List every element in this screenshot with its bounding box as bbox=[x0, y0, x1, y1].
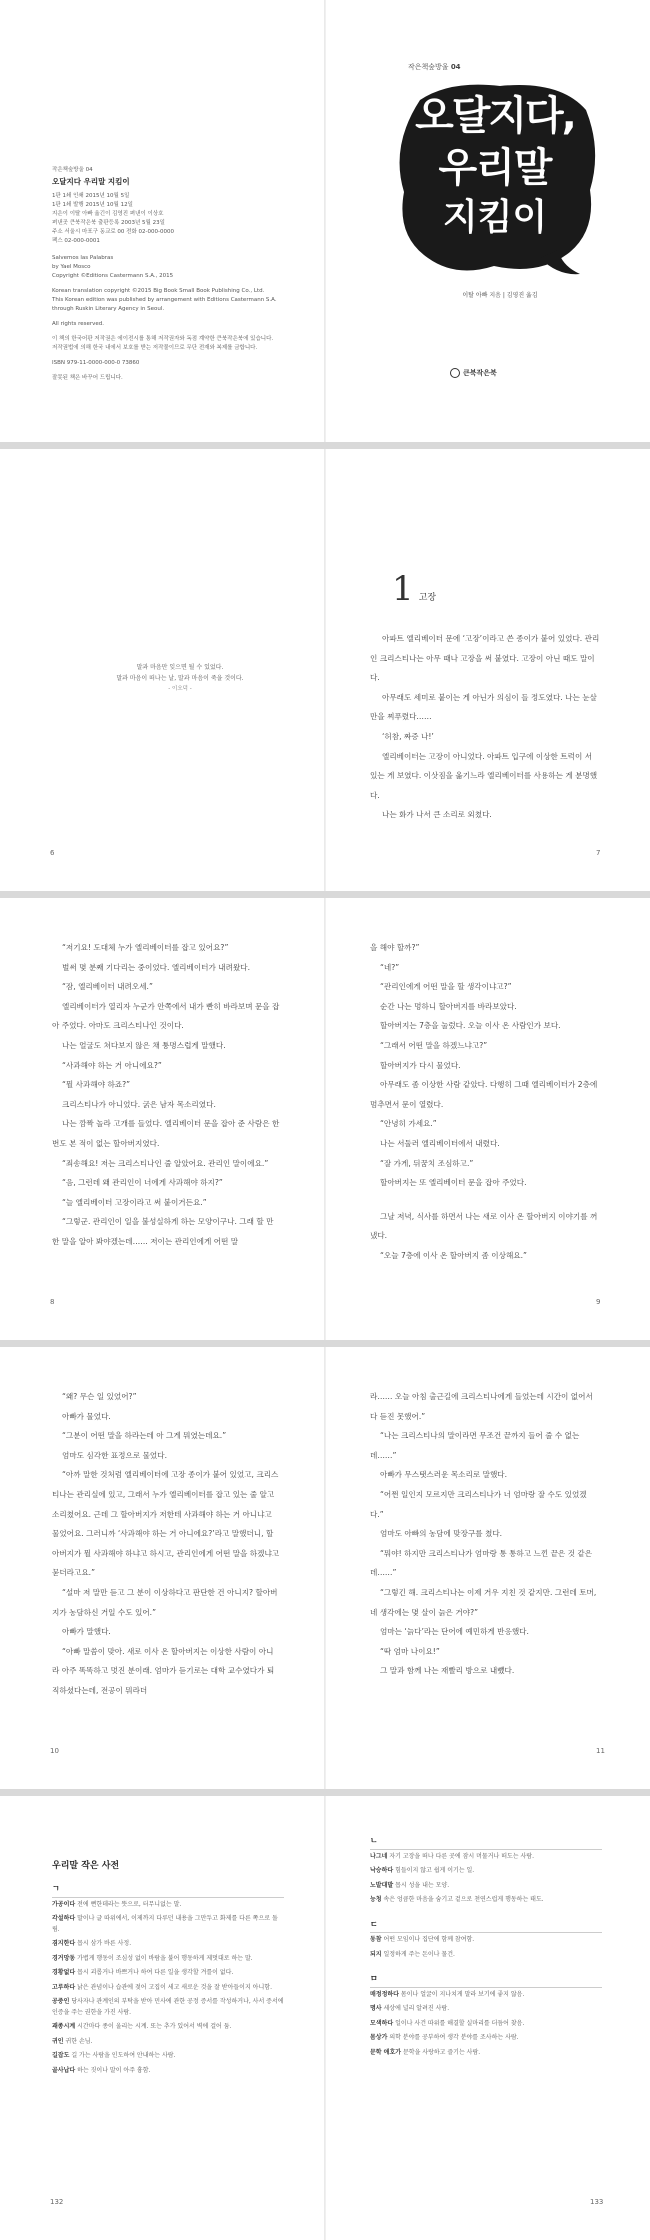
spread-pages-8-9 bbox=[0, 898, 650, 1340]
dictionary-entry bbox=[52, 2022, 284, 2033]
paragraph: 그날 저녁, 식사를 하면서 나는 새로 이사 온 할아버지 이야기를 꺼냈다. bbox=[370, 1211, 598, 1241]
dictionary-entry bbox=[370, 1895, 602, 1906]
paragraph: “왜? 무슨 일 있었어?” bbox=[62, 1392, 137, 1401]
paragraph: 엘리베이터가 열리자 누군가 안쪽에서 내가 빤히 바라보며 문을 잡아 주었다. 아마도 크리스티나인 것이다. bbox=[52, 1001, 280, 1031]
epigraph bbox=[90, 662, 270, 695]
paragraph: “아빠 말씀이 맞아. 새로 이사 온 할아버지는 이상한 사람이 아니라 아주 똑똑하고 멋진 분이래. 엄마가 듣기로는 대학 교수였다가 퇴직하셨다는데, 전공이 뭐라더 bbox=[52, 1646, 275, 1695]
entry-definition: 자기 고장을 떠나 다른 곳에 잠시 머물거나 떠도는 사람. bbox=[389, 1852, 534, 1860]
gutter bbox=[324, 898, 326, 1340]
gutter bbox=[324, 1347, 326, 1789]
paragraph: “그래서 어떤 말을 하겠느냐고?” bbox=[380, 1040, 488, 1050]
spread-pages-6-7 bbox=[0, 449, 650, 891]
copyright-line: 팩스 02-000-0001 bbox=[52, 238, 100, 244]
dictionary-left-column bbox=[52, 1884, 284, 2080]
paragraph: 엘리베이터는 고장이 아니었다. 아파트 입구에 이상한 트럭이 서 있는 게 보였다. 이삿짐을 옮기느라 엘리베이터를 사용하는 게 분명했다. bbox=[370, 751, 598, 800]
dictionary-entry bbox=[52, 1954, 284, 1965]
korean-copyright: through Ruskin Literary Agency in Seoul. bbox=[52, 306, 165, 312]
paragraph: “아까 말한 것처럼 엘리베이터에 고장 종이가 붙어 있었고, 크리스티나는 관리실에 있고, 그래서 누가 엘리베이터를 잡고 있는 줄 알고 소리쳤어요. 근데 그 할아버지가 저한테 사과해야 하는 거 아니냐고 물었어요. 그러니까 ‘사과해야 하는 거 아니에요?’라고 말했더니, 할아버지가 뭘 사과해야 하냐고 하시고, 관리인에게 어떤 말을 하겠냐고 묻더라고요.” bbox=[52, 1470, 280, 1578]
chapter-heading bbox=[392, 569, 436, 609]
paragraph: 아무래도 좀 이상한 사람 같았다. 다행히 그때 엘리베이터가 2층에 멈추면서 문이 열렸다. bbox=[370, 1080, 598, 1109]
series-name: 작은책숲방울 bbox=[408, 63, 449, 71]
publisher-name: 큰북작은북 bbox=[463, 369, 497, 377]
paragraph: “관리인에게 어떤 말을 할 생각이냐고?” bbox=[380, 982, 512, 992]
entry-term: 겸지한다 bbox=[52, 1940, 76, 1947]
paragraph: “안녕히 가세요.” bbox=[380, 1119, 437, 1129]
paragraph: “어쩐 일인지 모르지만 크리스티나가 너 엄마랑 잘 수도 있었겠다.” bbox=[370, 1489, 587, 1519]
paragraph: 아파트 엘리베이터 문에 ‘고장’이라고 쓴 종이가 붙어 있었다. 관리인 크리스티나는 아무 때나 고장을 써 붙였다. 고장이 아닌 때도 말이다. bbox=[370, 634, 600, 683]
paragraph: 할아버지는 또 엘리베이터 문을 잡아 주었다. bbox=[380, 1178, 527, 1188]
entry-definition: 문학을 사랑하고 즐기는 사람. bbox=[403, 2048, 481, 2056]
copyright-title: 오달지다 우리말 지킴이 bbox=[52, 177, 130, 186]
spread-copyright-cover bbox=[0, 0, 650, 442]
page-number: 8 bbox=[50, 1298, 55, 1306]
original-copyright: Copyright ©Editions Castermann S.A., 2015 bbox=[52, 273, 174, 279]
dictionary-entry bbox=[52, 2051, 284, 2062]
chapter-body bbox=[370, 629, 600, 825]
dictionary-entry bbox=[52, 1914, 284, 1935]
paragraph: “늘 엘리베이터 고장이라고 써 붙이거든요.” bbox=[62, 1197, 207, 1207]
gutter bbox=[324, 1796, 326, 2240]
paragraph: 나는 얼굴도 쳐다보지 않은 채 퉁명스럽게 말했다. bbox=[62, 1040, 226, 1050]
paragraph: “뭘 사과해야 하죠?” bbox=[62, 1080, 131, 1090]
dictionary-entry bbox=[52, 1900, 284, 1911]
dictionary-entry bbox=[52, 1968, 284, 1979]
page-number: 133 bbox=[590, 2198, 604, 2206]
paragraph: “음, 그런데 왜 관리인이 너에게 사과해야 하지?” bbox=[62, 1178, 223, 1188]
dictionary-heading: ㅁ bbox=[370, 1974, 602, 1988]
dictionary-entry bbox=[370, 1852, 602, 1863]
copyright-line: 1판 1쇄 발행 2015년 10월 12일 bbox=[52, 202, 133, 208]
paragraph: 라…… 오늘 아침 출근길에 크리스티나에게 들었는데 시간이 없어서 다 듣진 못했어.” bbox=[370, 1392, 593, 1421]
epigraph-line: 말과 마음이 떠나는 날, 말과 마음이 죽을 것이다. bbox=[116, 675, 244, 682]
dictionary-heading: ㄴ bbox=[370, 1836, 602, 1850]
copyright-line: 펴낸곳 큰북작은북 출판등록 2003년 5월 23일 bbox=[52, 220, 165, 226]
entry-term: 명사 bbox=[370, 2005, 382, 2012]
entry-term: 경황없다 bbox=[52, 1969, 76, 1976]
entry-definition: 의학 분야를 공부하여 생각 분야를 조사하는 사람. bbox=[389, 2034, 519, 2041]
dictionary-entry bbox=[370, 1935, 602, 1946]
paragraph: “나는 크리스티나의 말이라면 무조건 끝까지 들어 줄 수 없는데……” bbox=[370, 1431, 580, 1460]
entry-definition: 낡은 관념이나 습관에 젖어 고집이 세고 새로운 것을 잘 받아들이지 아니함. bbox=[77, 1983, 272, 1991]
page-number: 11 bbox=[596, 1747, 605, 1755]
paragraph: “딱 엄마 나이요!” bbox=[380, 1646, 440, 1656]
page-number: 7 bbox=[596, 849, 601, 857]
paragraph: “잠, 엘리베이터 내려오세.” bbox=[62, 982, 153, 992]
paragraph: 아무래도 세미로 붙이는 게 아닌가 의심이 들 정도였다. 나는 눈살만을 찌푸렸다…… bbox=[370, 692, 597, 722]
entry-definition: 길 가는 사람을 인도하여 안내하는 사람. bbox=[71, 2052, 176, 2059]
paragraph: 아빠가 말했다. bbox=[62, 1627, 111, 1637]
gutter bbox=[324, 449, 326, 891]
entry-definition: 몸이나 얼굴이 지나치게 말라 보기에 좋지 않음. bbox=[400, 1990, 525, 1998]
paragraph: 아빠가 무스탯스러운 목소리로 말했다. bbox=[380, 1470, 508, 1480]
publisher-logo bbox=[450, 368, 497, 378]
dictionary-entry bbox=[52, 2037, 284, 2048]
entry-term: 고루하다 bbox=[52, 1983, 76, 1991]
copyright-page bbox=[52, 166, 292, 383]
isbn: ISBN 979-11-0000-000-0 73860 bbox=[52, 360, 140, 366]
entry-term: 각설하다 bbox=[52, 1915, 76, 1922]
page-10-body bbox=[52, 1387, 280, 1701]
notice: 저작권법에 의해 한국 내에서 보호를 받는 저작물이므로 무단 전재와 복제를 금합니다. bbox=[52, 345, 258, 351]
entry-term: 귀인 bbox=[52, 2037, 64, 2045]
page-9-body bbox=[370, 938, 598, 1266]
paragraph: 할아버지가 다시 물었다. bbox=[380, 1060, 461, 1070]
copyright-line: 주소 서울시 마포구 동교로 00 전화 02-000-0000 bbox=[52, 229, 175, 235]
paragraph: “오늘 7층에 이사 온 할아버지 좀 이상해요.” bbox=[380, 1250, 527, 1260]
entry-definition: 힘들이지 않고 쉽게 이기는 일. bbox=[395, 1867, 475, 1874]
entry-term: 되지 bbox=[370, 1950, 382, 1958]
paragraph: 아빠가 물었다. bbox=[62, 1411, 111, 1421]
spread-dictionary bbox=[0, 1796, 650, 2240]
entry-definition: 일이나 사건 따위를 해결할 실마리를 더듬어 찾음. bbox=[395, 2019, 525, 2027]
cover-title-line2: 우리말 bbox=[438, 145, 552, 191]
dictionary-heading: ㄷ bbox=[370, 1920, 602, 1934]
dictionary-entry bbox=[370, 1950, 602, 1961]
cover-credit: 이탈 아빠 지음 | 김영진 옮김 bbox=[462, 292, 538, 299]
chapter-number: 1 bbox=[392, 569, 414, 609]
entry-term: 문학 애호가 bbox=[370, 2048, 402, 2056]
paragraph: 크리스티나가 아니었다. 굵은 남자 목소리였다. bbox=[62, 1099, 216, 1109]
paragraph: “잘 가게, 뒤꿈치 조심하고.” bbox=[380, 1158, 474, 1168]
paragraph: 엄마는 ‘늙다’라는 단어에 예민하게 반응했다. bbox=[380, 1627, 529, 1637]
cover-title-line3: 지킴이 bbox=[442, 197, 548, 238]
entry-term: 괘종시계 bbox=[52, 2023, 76, 2030]
page-number: 10 bbox=[50, 1747, 59, 1755]
entry-term: 공중인 bbox=[52, 1998, 70, 2005]
paragraph: “뭐야! 하지만 크리스티나가 엄마랑 통 통하고 느낀 끝은 것 같은데……” bbox=[370, 1548, 593, 1578]
paragraph: “사과해야 하는 거 아니에요?” bbox=[62, 1060, 162, 1070]
paragraph: 벌써 몇 분째 기다리는 중이었다. 엘리베이터가 내려왔다. bbox=[62, 962, 251, 972]
entry-definition: 속은 엉큼한 마음을 숨기고 겉으로 천연스럽게 행동하는 태도. bbox=[383, 1896, 544, 1903]
entry-definition: 시간마다 종이 울리는 시계. 또는 추가 있어서 벽에 걸어 둠. bbox=[77, 2023, 232, 2030]
entry-definition: 말이나 글 따위에서, 이제까지 다루던 내용을 그만두고 화제를 다른 쪽으로 돌림. bbox=[52, 1915, 278, 1933]
spread-pages-10-11 bbox=[0, 1347, 650, 1789]
paragraph: “죄송해요! 저는 크리스티나인 줄 알았어요. 관리인 말이에요.” bbox=[62, 1158, 269, 1168]
entry-term: 경거망동 bbox=[52, 1954, 76, 1962]
entry-definition: 어떤 모임이나 집단에 함께 참여함. bbox=[383, 1936, 475, 1943]
paragraph: “그분이 어떤 말을 하라는데 아 그게 뭐였는데요.” bbox=[62, 1431, 227, 1441]
dictionary-entry bbox=[52, 1997, 284, 2018]
entry-term: 모색하다 bbox=[370, 2019, 394, 2027]
dictionary-title: 우리말 작은 사전 bbox=[52, 1861, 120, 1871]
entry-term: 몸상가 bbox=[370, 2034, 388, 2041]
epigraph-line: 말과 마음만 잊으면 될 수 있었다. bbox=[136, 664, 224, 671]
entry-term: 동참 bbox=[370, 1936, 382, 1943]
paragraph: “그렇군. 관리인이 일을 불성실하게 하는 모양이구나. 그래 할 만한 말을 알아 봐야겠는데…… 저이는 관리인에게 어떤 말 bbox=[52, 1217, 274, 1246]
entry-term: 가공이다 bbox=[52, 1900, 76, 1908]
dictionary-entry bbox=[52, 2066, 284, 2077]
copyright-footer: 잘못된 책은 바꾸어 드립니다. bbox=[52, 375, 123, 381]
page-number: 6 bbox=[50, 849, 55, 857]
entry-definition: 하는 짓이나 말이 아주 흉함. bbox=[77, 2066, 151, 2074]
dictionary-right-column bbox=[370, 1836, 602, 2062]
page-number: 132 bbox=[50, 2198, 64, 2206]
paragraph: 을 해야 할까?” bbox=[370, 943, 420, 952]
cover-title bbox=[400, 90, 590, 242]
paragraph: “그렇긴 해. 크리스티나는 이제 거우 지친 것 같지만. 그런데 토머, 네 생각에는 몇 살이 늙은 거야?” bbox=[370, 1587, 597, 1617]
entry-term: 노발대발 bbox=[370, 1881, 394, 1889]
cover-series bbox=[408, 62, 461, 72]
paragraph: 엄마도 심각한 표정으로 물었다. bbox=[62, 1450, 168, 1460]
copyright-series: 작은책숲방울 04 bbox=[52, 167, 93, 173]
dictionary-entry bbox=[370, 2033, 602, 2044]
paragraph: 엄마도 아빠의 농담에 맞장구를 쳤다. bbox=[380, 1529, 503, 1539]
entry-term: 능청 bbox=[370, 1896, 382, 1903]
entry-definition: 전에 뻔한데라는 뜻으로, 터무니없는 말. bbox=[77, 1900, 182, 1908]
dictionary-entry bbox=[52, 1939, 284, 1950]
entry-definition: 몹시 성을 내는 모양. bbox=[395, 1881, 450, 1889]
entry-definition: 세상에 널리 알려진 사람. bbox=[383, 2005, 450, 2012]
entry-term: 나그네 bbox=[370, 1852, 388, 1860]
entry-definition: 가볍게 행동이 조심성 없이 바람을 불어 행동하게 제멋대로 하는 말. bbox=[77, 1954, 253, 1962]
dictionary-entry bbox=[370, 1866, 602, 1877]
entry-term: 매정정하다 bbox=[370, 1990, 399, 1998]
entry-definition: 귀한 손님. bbox=[65, 2037, 93, 2045]
dictionary-entry bbox=[370, 2019, 602, 2030]
paragraph: ‘허참, 짜증 나!’ bbox=[382, 731, 434, 741]
entry-term: 골사납다 bbox=[52, 2066, 76, 2074]
paragraph: “설마 저 말만 듣고 그 분이 이상하다고 판단한 건 아니지? 할아버지가 농담하신 거일 수도 있어.” bbox=[52, 1587, 278, 1617]
dictionary-entry bbox=[370, 1881, 602, 1892]
entry-definition: 몹시 괴롭거나 바쁘거나 하여 다른 일을 생각할 겨를이 없다. bbox=[77, 1969, 234, 1976]
dictionary-entry bbox=[370, 1990, 602, 2001]
rights: All rights reserved. bbox=[52, 321, 105, 327]
page-number: 9 bbox=[596, 1298, 601, 1306]
epigraph-attribution: - 이오덕 - bbox=[168, 686, 192, 692]
entry-definition: 일정하게 주는 돈이나 물건. bbox=[383, 1950, 455, 1958]
copyright-line: 지은이 이탈 아빠 옮긴이 김영진 펴낸이 이상호 bbox=[52, 211, 164, 217]
paragraph: 나는 화가 나서 큰 소리로 외쳤다. bbox=[382, 810, 492, 820]
page-8-body bbox=[52, 938, 280, 1252]
paragraph: “저기요! 도대체 누가 엘리베이터를 잡고 있어요?” bbox=[62, 943, 229, 952]
paragraph: 나는 깜짝 놀라 고개를 들었다. 엘리베이터 문을 잡아 준 사람은 한 번도 본 적이 없는 할아버지였다. bbox=[52, 1119, 280, 1148]
entry-term: 낙승하다 bbox=[370, 1867, 394, 1874]
page-11-body bbox=[370, 1387, 598, 1681]
entry-definition: 몹시 삼가 바른 사정. bbox=[77, 1940, 132, 1947]
paragraph: 그 말과 함께 나는 재빨리 방으로 내뺐다. bbox=[380, 1666, 515, 1676]
gutter bbox=[324, 0, 326, 442]
korean-copyright: This Korean edition was published by arrangement with Editions Castermann S.A. bbox=[52, 297, 277, 303]
copyright-line: 1판 1쇄 인쇄 2015년 10월 5일 bbox=[52, 193, 130, 199]
dictionary-entry bbox=[52, 1983, 284, 1994]
series-number: 04 bbox=[450, 63, 461, 71]
paragraph: “네?” bbox=[380, 962, 400, 972]
paragraph: 순간 나는 멍하니 할아버지를 바라보았다. bbox=[380, 1001, 517, 1011]
paragraph: 나는 서둘러 엘리베이터에서 내렸다. bbox=[380, 1138, 500, 1148]
chapter-title: 고장 bbox=[418, 593, 437, 603]
entry-term: 길잡도 bbox=[52, 2052, 70, 2059]
cover-title-line1: 오달지다, bbox=[415, 93, 575, 139]
publisher-mark-icon bbox=[450, 368, 460, 378]
paragraph: 할아버지는 7층을 눌렀다. 오늘 이사 온 사람인가 보다. bbox=[380, 1021, 561, 1031]
entry-definition: 당사자나 관계인의 부탁을 받아 민사에 관한 공정 증서를 작성하거나, 사서 증서에 인증을 주는 권한을 가진 사람. bbox=[52, 1998, 284, 2016]
original-title: Salvemos las Palabras bbox=[52, 255, 114, 261]
notice: 이 책의 한국어판 저작권은 에이전시를 통해 저작권자와 독점 계약한 큰북작은북에 있습니다. bbox=[52, 336, 274, 342]
original-author: by Yael Mosco bbox=[52, 264, 91, 270]
dictionary-entry bbox=[370, 2004, 602, 2015]
korean-copyright: Korean translation copyright ©2015 Big Book Small Book Publishing Co., Ltd. bbox=[52, 288, 265, 294]
dictionary-heading: ㄱ bbox=[52, 1884, 284, 1898]
dictionary-entry bbox=[370, 2048, 602, 2059]
